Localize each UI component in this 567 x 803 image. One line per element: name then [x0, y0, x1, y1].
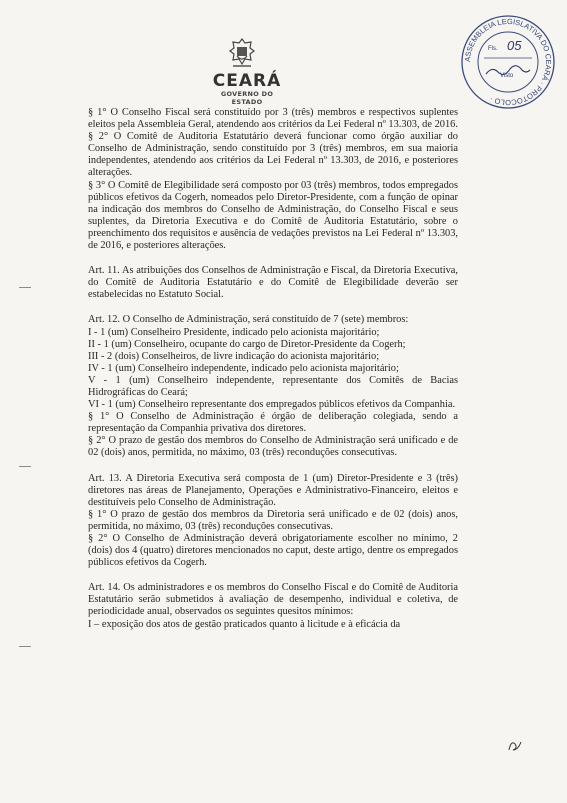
brand-name: CEARÁ — [212, 71, 282, 91]
paragraph-fiscal-council: § 1° O Conselho Fiscal será constituído por 3 (três) membros e respectivos suplentes eleitos pela Assembleia Geral, atendendo aos critérios da Lei Federal nº 13.303, de 2016. — [88, 107, 458, 131]
article-12-item: III - 2 (dois) Conselheiros, de livre indicação do acionista majoritário; — [88, 350, 380, 362]
paragraph-eligibility-committee: § 3° O Comitê de Elegibilidade será composto por 03 (três) membros, todos empregados públicos efetivos da Cogerh, nomeados pelo Diretor-Presidente, com a função de opinar na indicação dos membros do Conselho de Administração, do Conselho Fiscal e seus suplentes, da Diretoria Executiva e do Comitê de Auditoria Estatutário, sobre o preenchimento dos requisitos e ausência de vedações previstos na Lei Federal nº 13.303, de 2016, e posteriores alterações. — [88, 179, 458, 252]
article-12-item: IV - 1 (um) Conselheiro independente, indicado pelo acionista majoritário; — [88, 362, 399, 374]
stamp-visto-label: Visto — [500, 73, 514, 79]
page-header — [0, 0, 567, 110]
article-14: Art. 14. Os administradores e os membros do Conselho Fiscal e do Comitê de Auditoria Estatutário serão submetidos à avaliação de desempenho, individual e coletiva, de periodicidade anual, observados os seguintes quesitos mínimos: — [88, 582, 458, 618]
brand-subtitle: GOVERNO DO ESTADO — [220, 90, 274, 106]
article-13-paragraph: § 1° O prazo de gestão dos membros da Diretoria será unificado e de 02 (dois) anos, permitida, no máximo, 03 (três) reconduções consecutivas. — [88, 508, 458, 532]
article-12-item: V - 1 (um) Conselheiro independente, representante dos Comitês de Bacias Hidrográficas do Ceará; — [88, 374, 458, 398]
handwritten-initials-icon — [506, 738, 524, 754]
article-12-paragraph: § 2° O prazo de gestão dos membros do Conselho de Administração será unificado e de 02 (dois) anos, permitida, no máximo, 03 (três) reconduções consecutivas. — [88, 435, 458, 459]
margin-mark — [19, 287, 31, 288]
protocol-stamp-icon — [460, 14, 556, 110]
document-body — [88, 107, 458, 631]
article-12-paragraph: § 1° O Conselho de Administração é órgão de deliberação colegiada, sendo a representação da Companhia privativa dos diretores. — [88, 411, 458, 435]
article-12-heading: Art. 12. O Conselho de Administração, será constituído de 7 (sete) membros: — [88, 314, 409, 326]
article-12-item: I - 1 (um) Conselheiro Presidente, indicado pelo acionista majoritário; — [88, 326, 380, 338]
paragraph-audit-committee: § 2° O Comitê de Auditoria Estatutário deverá funcionar como órgão auxiliar do Conselho de Administração, sendo constituído por 3 (três) membros, em sua maioria independentes, atendendo aos critérios da Lei Federal nº 13.303, de 2016, e posteriores alterações. — [88, 131, 458, 179]
article-13: Art. 13. A Diretoria Executiva será composta de 1 (um) Diretor-Presidente e 3 (três) diretores nas áreas de Planejamento, Operações e Administrativo-Financeiro, eleitos e destituíveis pelo Conselho de Administração. — [88, 472, 458, 508]
stamp-ring-text: ASSEMBLEIA LEGISLATIVA DO CEARÁ · PROTOCOLO · — [462, 16, 554, 108]
brand-logo — [207, 72, 287, 106]
article-12-item: II - 1 (um) Conselheiro, ocupante do cargo de Diretor-Presidente da Cogerh; — [88, 338, 406, 350]
article-12-item: VI - 1 (um) Conselheiro representante dos empregados públicos efetivos da Companhia. — [88, 399, 456, 411]
article-11: Art. 11. As atribuições dos Conselhos de Administração e Fiscal, da Diretoria Executiva, do Comitê de Auditoria Estatutário e do Comitê de Elegibilidade deverão ser estabelecidas no Estatuto Social. — [88, 265, 458, 301]
article-13-paragraph: § 2° O Conselho de Administração deverá obrigatoriamente escolher no mínimo, 2 (dois) dos 4 (quatro) diretores mencionados no caput, deste artigo, dentre os empregados públicos efetivos da Cogerh. — [88, 533, 458, 569]
article-14-item: I – exposição dos atos de gestão praticados quanto à licitude e à eficácia da — [88, 618, 401, 630]
stamp-page-number: 05 — [507, 38, 522, 53]
stamp-page-label: Fls. — [488, 46, 498, 52]
margin-mark — [19, 466, 31, 467]
margin-mark — [19, 646, 31, 647]
state-coat-of-arms-icon — [228, 38, 256, 68]
svg-text:ASSEMBLEIA LEGISLATIVA DO CEAR — [463, 17, 553, 107]
